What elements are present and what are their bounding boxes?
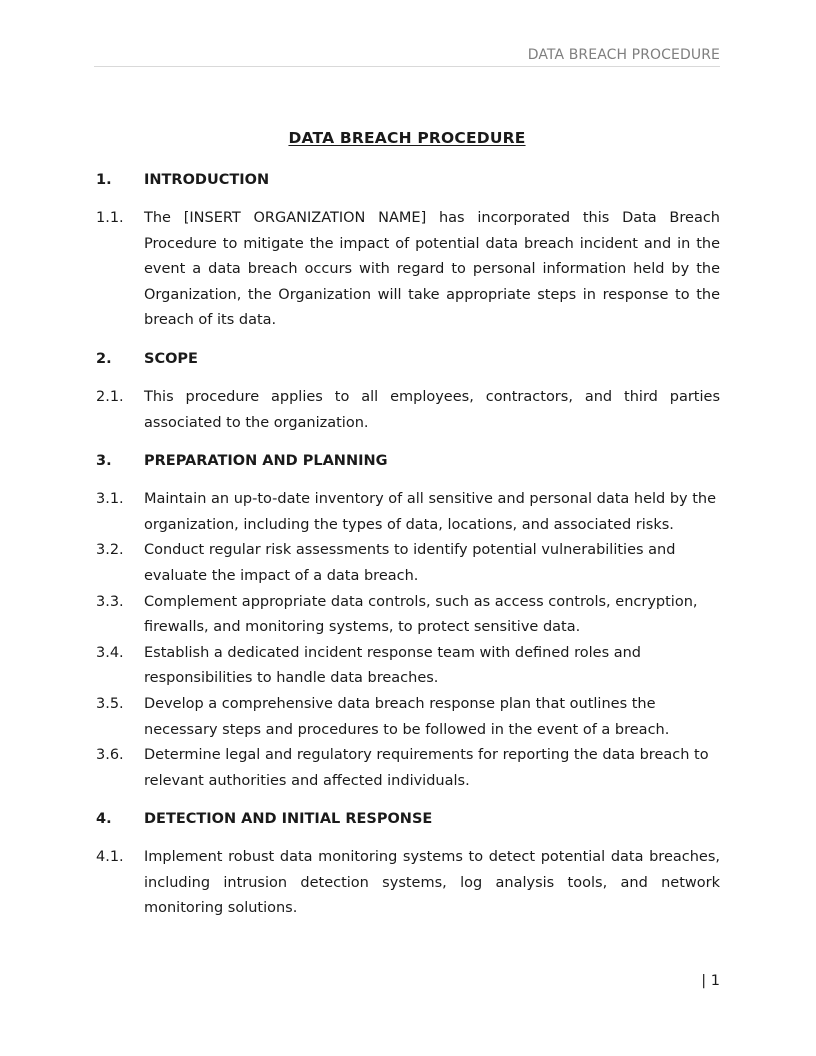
section-title: DETECTION AND INITIAL RESPONSE	[144, 811, 433, 828]
page-number: | 1	[701, 973, 720, 989]
header-title: DATA BREACH PROCEDURE	[527, 47, 720, 63]
list-item	[96, 538, 720, 589]
item-text: Determine legal and regulatory requirements for reporting the data breach to relevant authorities and affected individuals.	[144, 747, 709, 789]
item-number: 3.2.	[96, 542, 124, 559]
item-number: 2.1.	[96, 388, 124, 405]
item-number: 3.6.	[96, 747, 124, 764]
list-item	[96, 845, 720, 922]
item-text: This procedure applies to all employees, contractors, and third parties associated to the organization.	[144, 388, 720, 431]
item-text: Establish a dedicated incident response team with defined roles and responsibilities to handle data breaches.	[144, 644, 642, 687]
item-text: The [INSERT ORGANIZATION NAME] has incorporated this Data Breach Procedure to mitigate the impact of potential data breach incident and in the event a data breach occurs with regard to personal information held by the Organization, the Organization will take appropriate steps in response to the breach of its data.	[144, 210, 720, 329]
section-heading-preparation-and-planning	[96, 449, 720, 473]
list-item	[96, 590, 720, 641]
document-title: DATA BREACH PROCEDURE	[288, 129, 526, 147]
item-text: Develop a comprehensive data breach response plan that outlines the necessary steps and procedures to be followed in the event of a breach.	[144, 695, 670, 738]
section-title: PREPARATION AND PLANNING	[144, 453, 388, 470]
section-heading-detection-and-initial-response	[96, 807, 720, 831]
item-text: Implement robust data monitoring systems to detect potential data breaches, including intrusion detection systems, log analysis tools, and network monitoring solutions.	[144, 849, 720, 917]
list-item	[96, 743, 720, 794]
section-title: INTRODUCTION	[144, 172, 270, 188]
item-number: 1.1.	[96, 210, 124, 226]
list-item	[96, 641, 720, 692]
section-heading-scope	[96, 347, 720, 371]
page-header	[94, 47, 720, 67]
section-number: 1.	[96, 172, 112, 188]
item-text: Maintain an up-to-date inventory of all sensitive and personal data held by the organization, including the types of data, locations, and associated risks.	[144, 491, 717, 533]
section-heading-introduction	[96, 168, 720, 192]
document-body	[96, 168, 720, 922]
section-number: 2.	[96, 350, 112, 367]
section-number: 3.	[96, 453, 112, 470]
section-number: 4.	[96, 811, 112, 828]
list-item	[96, 206, 720, 334]
list-item	[96, 385, 720, 436]
item-number: 3.3.	[96, 593, 124, 610]
item-number: 3.4.	[96, 644, 124, 661]
item-text: Conduct regular risk assessments to identify potential vulnerabilities and evaluate the impact of a data breach.	[144, 542, 676, 584]
item-text: Complement appropriate data controls, such as access controls, encryption, firewalls, and monitoring systems, to protect sensitive data.	[144, 593, 698, 636]
item-number: 3.5.	[96, 695, 124, 712]
list-item	[96, 487, 720, 538]
list-item	[96, 692, 720, 743]
section-title: SCOPE	[144, 350, 198, 367]
item-number: 3.1.	[96, 491, 124, 508]
item-number: 4.1.	[96, 849, 124, 866]
